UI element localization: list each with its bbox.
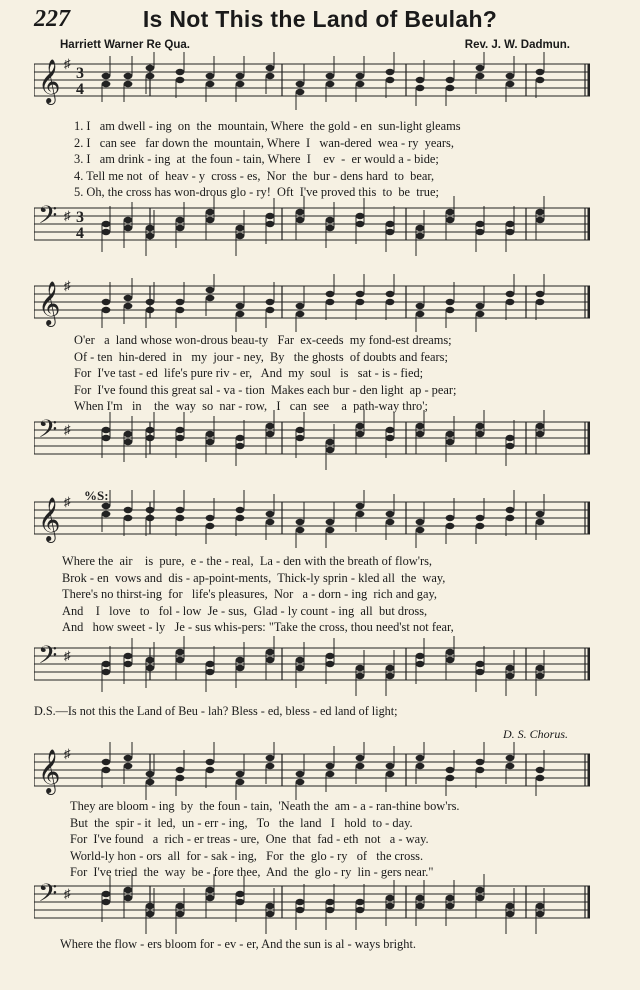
verse-line: 2. I can see far down the mountain, Where I wan-dered wea - ry years, (74, 135, 454, 150)
verse-block-3 (62, 553, 640, 636)
svg-text:♯: ♯ (64, 648, 71, 663)
bass-staff-3 (34, 636, 590, 700)
verse-line: Where the air is pure, e - the - real, La - den with the breath of flow'rs, (62, 554, 433, 568)
svg-text:𝄢: 𝄢 (38, 642, 58, 675)
svg-text:4: 4 (76, 81, 84, 98)
verse-line: They are bloom - ing by the foun - tain, 'Neath the am - a - ran-thine bow'rs. (70, 799, 460, 813)
bass-staff-2 (34, 410, 590, 474)
svg-text:♯: ♯ (64, 494, 71, 509)
svg-text:𝄞: 𝄞 (38, 499, 61, 541)
verse-line: 4. Tell me not of heav - y cross - es, Nor the bur - dens hard to bear, (74, 168, 435, 183)
verse-line: There's no thirst-ing for life's pleasures, Nor a - dorn - ing rich and gay, (62, 587, 437, 602)
svg-text:♯: ♯ (64, 208, 71, 223)
svg-text:𝄢: 𝄢 (38, 416, 58, 449)
verse-line: World-ly hon - ors all for - sak - ing, For the glo - ry of the cross. (70, 848, 424, 863)
segno-mark: %S: (84, 490, 109, 503)
hymn-number: 227 (34, 6, 70, 32)
verse-line: For I've tast - ed life's pure riv - er, And my soul is sat - is - fied; (74, 366, 424, 381)
svg-text:♯: ♯ (64, 278, 71, 293)
svg-text:♯: ♯ (64, 886, 71, 901)
verse-line: For I've tried the way be - fore thee, And the glo - ry lin - gers near." (70, 865, 434, 880)
verse-line: 5. Oh, the cross has won-drous glo - ry! Oft I've proved this to be true; (74, 185, 439, 200)
hymn-title: Is Not This the Land of Beulah? (142, 6, 498, 32)
verse-block-4 (70, 798, 640, 881)
treble-staff-1 (34, 52, 590, 116)
verse-line: But the spir - it led, un - err - ing, To the land I hold to - day. (70, 815, 413, 830)
verse-block-1 (74, 118, 640, 201)
verse-line: 1. I am dwell - ing on the mountain, Where the gold - en sun-light gleams (74, 119, 461, 133)
composer-credit: Rev. J. W. Dadmun. (464, 39, 570, 51)
treble-staff-2 (34, 274, 590, 338)
verse-line: And I love to fol - low Je - sus, Glad - ly count - ing all but dross, (62, 603, 428, 618)
svg-text:3: 3 (76, 65, 84, 82)
verse-block-2 (74, 332, 640, 415)
verse-line: And how sweet - ly Je - sus whis-pers: "Take the cross, thou need'st not fear, (62, 620, 454, 635)
verse-line: For I've found this great sal - va - tion Makes each bur - den light ap - pear; (74, 382, 457, 397)
verse-line: When I'm in the way so nar - row, I can see a path-way thro'; (74, 399, 428, 414)
bass-staff-4 (34, 874, 590, 938)
svg-text:♯: ♯ (64, 746, 71, 761)
author-credit: Harriett Warner Re Qua. (60, 39, 190, 51)
treble-staff-4 (34, 742, 590, 806)
treble-staff-3 (34, 490, 590, 554)
svg-text:𝄞: 𝄞 (38, 751, 61, 793)
verse-line: Of - ten hin-dered in my jour - ney, By the ghosts of doubts and fears; (74, 349, 448, 364)
bass-staff-1 (34, 196, 590, 260)
svg-text:4: 4 (76, 225, 84, 242)
ds-chorus-label: D. S. Chorus. (502, 727, 568, 741)
verse-line: Brok - en vows and dis - ap-point-ments, Thick-ly sprin - kled all the way, (62, 570, 446, 585)
svg-text:♯: ♯ (64, 422, 71, 437)
svg-text:𝄢: 𝄢 (38, 202, 58, 235)
svg-text:𝄢: 𝄢 (38, 880, 58, 913)
svg-text:3: 3 (76, 209, 84, 226)
svg-text:♯: ♯ (64, 56, 71, 71)
verse-line: 3. I am drink - ing at the foun - tain, Where I ev - er would a - bide; (74, 152, 439, 167)
svg-text:𝄞: 𝄞 (38, 61, 61, 103)
refrain-line: Where the flow - ers bloom for - ev - er, And the sun is al - ways bright. (60, 937, 416, 951)
verse-line: O'er a land whose won-drous beau-ty Far ex-ceeds my fond-est dreams; (74, 333, 452, 347)
verse-line: For I've found a rich - er treas - ure, One that fad - eth not a - way. (70, 832, 429, 847)
ds-line: D.S.—Is not this the Land of Beu - lah? Bless - ed, bless - ed land of light; (34, 704, 398, 718)
svg-text:𝄞: 𝄞 (38, 283, 61, 325)
